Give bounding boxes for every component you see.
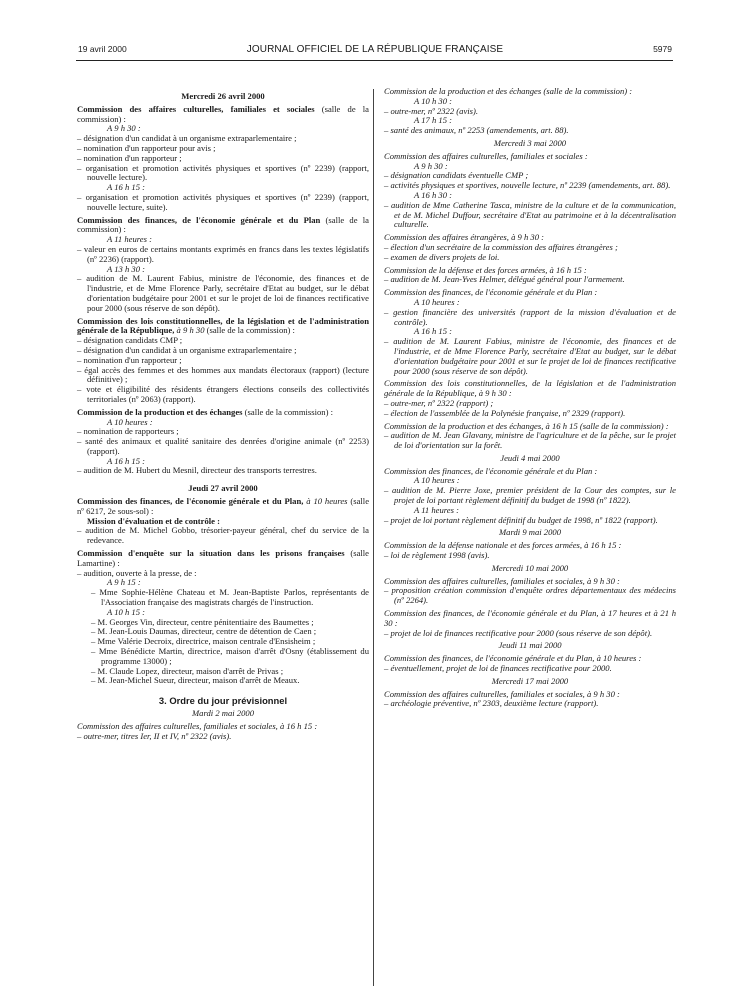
section-heading: Commission des affaires culturelles, familiales et sociales : [384, 150, 588, 161]
time-slot: A 10 heures : [107, 416, 153, 427]
right-column [384, 87, 676, 709]
list-item: – audition de M. Michel Gobbo, trésorier-payeur général, chef du service de la redevance. [77, 525, 369, 546]
header-page-number: 5979 [653, 44, 672, 54]
list-item: – outre-mer, nº 2322 (avis). [384, 105, 478, 116]
agenda-section [77, 722, 369, 742]
list-item: – nomination d'un rapporteur pour avis ; [77, 142, 216, 153]
list-item: – égal accès des femmes et des hommes aux mandats électoraux (rapport) (lecture définitive) ; [77, 364, 369, 385]
day-heading: Mardi 9 mai 2000 [499, 527, 561, 538]
list-item: – loi de règlement 1998 (avis). [384, 550, 490, 561]
day-heading: Mercredi 3 mai 2000 [493, 137, 567, 148]
time-slot: A 9 h 30 : [107, 123, 141, 134]
time-slot: A 9 h 15 : [107, 577, 141, 588]
list-item: – examen de divers projets de loi. [384, 251, 500, 262]
list-item: – M. Jean-Michel Sueur, directeur, maison d'arrêt de Meaux. [91, 675, 300, 686]
list-item: – élection d'un secrétaire de la commission des affaires étrangères ; [384, 241, 618, 252]
time-slot: A 10 heures : [414, 296, 460, 307]
agenda-section [384, 467, 676, 526]
section-heading: Commission de la défense et des forces armées, à 16 h 15 : [384, 264, 587, 275]
section-heading: Commission des finances, de l'économie générale et du Plan, à 10 heures (salle nº 6217, 2e sous-sol) : [77, 496, 370, 516]
header-title: JOURNAL OFFICIEL DE LA RÉPUBLIQUE FRANÇAISE [246, 44, 504, 55]
list-item: – audition de M. Jean-Yves Helmer, délégué général pour l'armement. [384, 274, 625, 285]
section-heading: Commission des affaires étrangères, à 9 h 30 : [384, 232, 545, 243]
list-item: – nomination d'un rapporteur ; [77, 354, 182, 365]
list-item: – M. Claude Lopez, directeur, maison d'arrêt de Privas ; [91, 665, 284, 676]
list-item: – désignation candidats éventuelle CMP ; [384, 170, 529, 181]
agenda-section [77, 497, 369, 546]
list-item: – élection de l'assemblée de la Polynésie française, nº 2329 (rapport). [384, 407, 626, 418]
list-item: – éventuellement, projet de loi de finances rectificative pour 2000. [384, 663, 612, 674]
agenda-section [384, 379, 676, 418]
time-slot: A 9 h 30 : [414, 160, 448, 171]
section-heading: Commission des finances, de l'économie générale et du Plan : [384, 465, 598, 476]
agenda-section [384, 690, 676, 710]
part-heading: 3. Ordre du jour prévisionnel [158, 695, 288, 707]
agenda-section [384, 577, 676, 606]
agenda-section [384, 422, 676, 451]
section-heading: Commission des affaires culturelles, familiales et sociales, à 9 h 30 : [384, 575, 620, 586]
list-item: – organisation et promotion activités physiques et sportives (nº 2239) (rapport, nouvelle lecture). [77, 162, 369, 183]
day-heading: Mardi 2 mai 2000 [192, 708, 254, 719]
section-heading: Commission des lois constitutionnelles, de la législation et de l'administration générale de la République, à 9 h 30 (salle de la commission) : [77, 315, 369, 336]
time-slot: A 10 heures : [414, 475, 460, 486]
section-heading: Commission de la production et des échanges, à 16 h 15 (salle de la commission) : [384, 420, 669, 431]
list-item: – Mme Bénédicte Martin, directrice, maison d'arrêt d'Osny (établissement du programme 13000) ; [91, 646, 369, 666]
agenda-section [384, 654, 676, 674]
list-item: – nomination de rapporteurs ; [77, 426, 179, 437]
agenda-section [77, 549, 369, 686]
list-item: – audition, ouverte à la presse, de : [77, 567, 197, 578]
list-item: – activités physiques et sportives, nouvelle lecture, nº 2239 (amendements, art. 88). [384, 180, 671, 191]
list-item: – archéologie préventive, nº 2303, deuxième lecture (rapport). [384, 698, 599, 709]
list-item: – audition de M. Hubert du Mesnil, directeur des transports terrestres. [77, 465, 317, 476]
list-item: – vote et éligibilité des résidents étrangers élections conseils des collectivités territoriales (nº 2063) (rapport). [77, 384, 369, 404]
section-heading: Commission de la production et des échanges (salle de la commission) : [77, 406, 333, 417]
time-slot: A 16 h 30 : [414, 189, 453, 200]
list-item: – audition de M. Laurent Fabius, ministre de l'économie, des finances et de l'industrie, et de Mme Florence Parly, secrétaire d'Etat au budget, sur le débat d'orientation budgétaire pour 2001 et sur le projet de loi de finances rectificative pour 2000 (sous réserve de son dépôt). [384, 336, 676, 376]
list-item: – Mme Sophie-Hélène Chateau et M. Jean-Baptiste Parlos, représentants de l'Association française des magistrats chargés de l'instruction. [91, 587, 369, 608]
agenda-section [384, 87, 676, 136]
time-slot: A 17 h 15 : [414, 115, 453, 126]
agenda-section [384, 233, 676, 262]
list-item: – outre-mer, nº 2322 (rapport) ; [384, 397, 494, 408]
list-item: – Mme Valérie Decroix, directrice, maison centrale d'Ensisheim ; [91, 636, 316, 647]
time-slot: A 10 h 15 : [107, 606, 146, 617]
list-item: – organisation et promotion activités physiques et sportives (nº 2239) (rapport, nouvelle lecture, suite). [77, 191, 369, 212]
agenda-section [384, 152, 676, 230]
list-item: – nomination d'un rapporteur ; [77, 152, 182, 163]
list-item: – projet de loi de finances rectificative pour 2000 (sous réserve de son dépôt). [384, 627, 653, 638]
list-item: – audition de Mme Catherine Tasca, ministre de la culture et de la communication, et de M. Michel Duffour, secrétaire d'Etat au patrimoine et à la décentralisation culturelle. [384, 199, 676, 230]
section-heading: Commission des finances, de l'économie générale et du Plan (salle de la commission) : [77, 214, 369, 235]
list-item: – valeur en euros de certains montants exprimés en francs dans les textes législatifs (nº 2236) (rapport). [77, 243, 369, 264]
time-slot: A 10 h 30 : [414, 95, 453, 106]
header-rule [76, 60, 673, 61]
subheading: Mission d'évaluation et de contrôle : [87, 515, 220, 526]
section-heading: Commission des affaires culturelles, familiales et sociales, à 16 h 15 : [77, 720, 318, 731]
list-item: – santé des animaux, nº 2253 (amendements, art. 88). [384, 125, 569, 136]
header-date: 19 avril 2000 [78, 44, 127, 54]
agenda-section [77, 408, 369, 477]
time-slot: A 16 h 15 : [414, 326, 453, 337]
section-heading: Commission de la défense nationale et des forces armées, à 16 h 15 : [384, 540, 622, 551]
list-item: – désignation d'un candidat à un organisme extraparlementaire ; [77, 344, 297, 355]
section-heading: Commission de la production et des échanges (salle de la commission) : [384, 86, 633, 96]
time-slot: A 11 heures : [107, 234, 152, 245]
day-heading: Jeudi 27 avril 2000 [188, 483, 258, 494]
list-item: – gestion financière des universités (rapport de la mission d'évaluation et de contrôle). [384, 306, 676, 327]
list-item: – projet de loi portant règlement définitif du budget de 1998, nº 1822 (rapport). [384, 514, 658, 525]
time-slot: A 16 h 15 : [107, 182, 146, 193]
section-heading: Commission des affaires culturelles, familiales et sociales, à 9 h 30 : [384, 688, 620, 699]
agenda-section [77, 105, 369, 213]
day-heading: Mercredi 26 avril 2000 [181, 91, 265, 101]
column-divider [373, 89, 374, 986]
agenda-section [384, 541, 676, 561]
list-item: – désignation d'un candidat à un organisme extraparlementaire ; [77, 133, 297, 144]
list-item: – M. Jean-Louis Daumas, directeur, centre de détention de Caen ; [91, 626, 317, 637]
section-heading: Commission d'enquête sur la situation dans les prisons françaises (salle Lamartine) : [77, 548, 369, 568]
agenda-section [384, 288, 676, 376]
list-item: – audition de M. Pierre Joxe, premier président de la Cour des comptes, sur le projet de loi portant règlement définitif du budget de 1998 (nº 1822). [384, 485, 676, 506]
list-item: – santé des animaux et qualité sanitaire des denrées d'origine animale (nº 2253) (rapport). [77, 436, 369, 456]
day-heading: Jeudi 4 mai 2000 [500, 452, 560, 463]
agenda-section [77, 216, 369, 314]
page-header [78, 44, 672, 58]
time-slot: A 13 h 30 : [107, 263, 146, 274]
day-heading: Jeudi 11 mai 2000 [498, 640, 562, 651]
day-heading: Mercredi 10 mai 2000 [491, 562, 569, 573]
section-heading: Commission des finances, de l'économie générale et du Plan, à 17 heures et à 21 h 30 : [384, 608, 676, 628]
list-item: – audition de M. Laurent Fabius, ministre de l'économie, des finances et de l'industrie, et de Mme Florence Parly, secrétaire d'Etat au budget, sur le débat d'orientation budgétaire pour 2001 et sur le projet de loi de finances rectificative pour 2000 (sous réserve de son dépôt). [77, 273, 369, 313]
time-slot: A 16 h 15 : [107, 455, 146, 466]
day-heading: Mercredi 17 mai 2000 [491, 675, 569, 686]
agenda-section [384, 609, 676, 638]
section-heading: Commission des finances, de l'économie générale et du Plan, à 10 heures : [384, 653, 642, 664]
section-heading: Commission des affaires culturelles, familiales et sociales (salle de la commission) : [77, 103, 369, 124]
list-item: – audition de M. Jean Glavany, ministre de l'agriculture et de la pêche, sur le projet de loi d'orientation sur la forêt. [384, 430, 676, 451]
agenda-section [77, 317, 369, 405]
list-item: – outre-mer, titres Ier, II et IV, nº 2322 (avis). [77, 730, 232, 741]
time-slot: A 11 heures : [414, 504, 459, 515]
agenda-section [384, 266, 676, 286]
list-item: – désignation candidats CMP ; [77, 335, 183, 346]
left-column [77, 89, 369, 741]
list-item: – M. Georges Vin, directeur, centre pénitentiaire des Baumettes ; [91, 616, 314, 627]
section-heading: Commission des lois constitutionnelles, de la législation et de l'administration générale de la République, à 9 h 30 : [384, 378, 676, 399]
section-heading: Commission des finances, de l'économie générale et du Plan : [384, 287, 598, 298]
list-item: – proposition création commission d'enquête ordres départementaux des médecins (nº 2264). [384, 585, 676, 606]
